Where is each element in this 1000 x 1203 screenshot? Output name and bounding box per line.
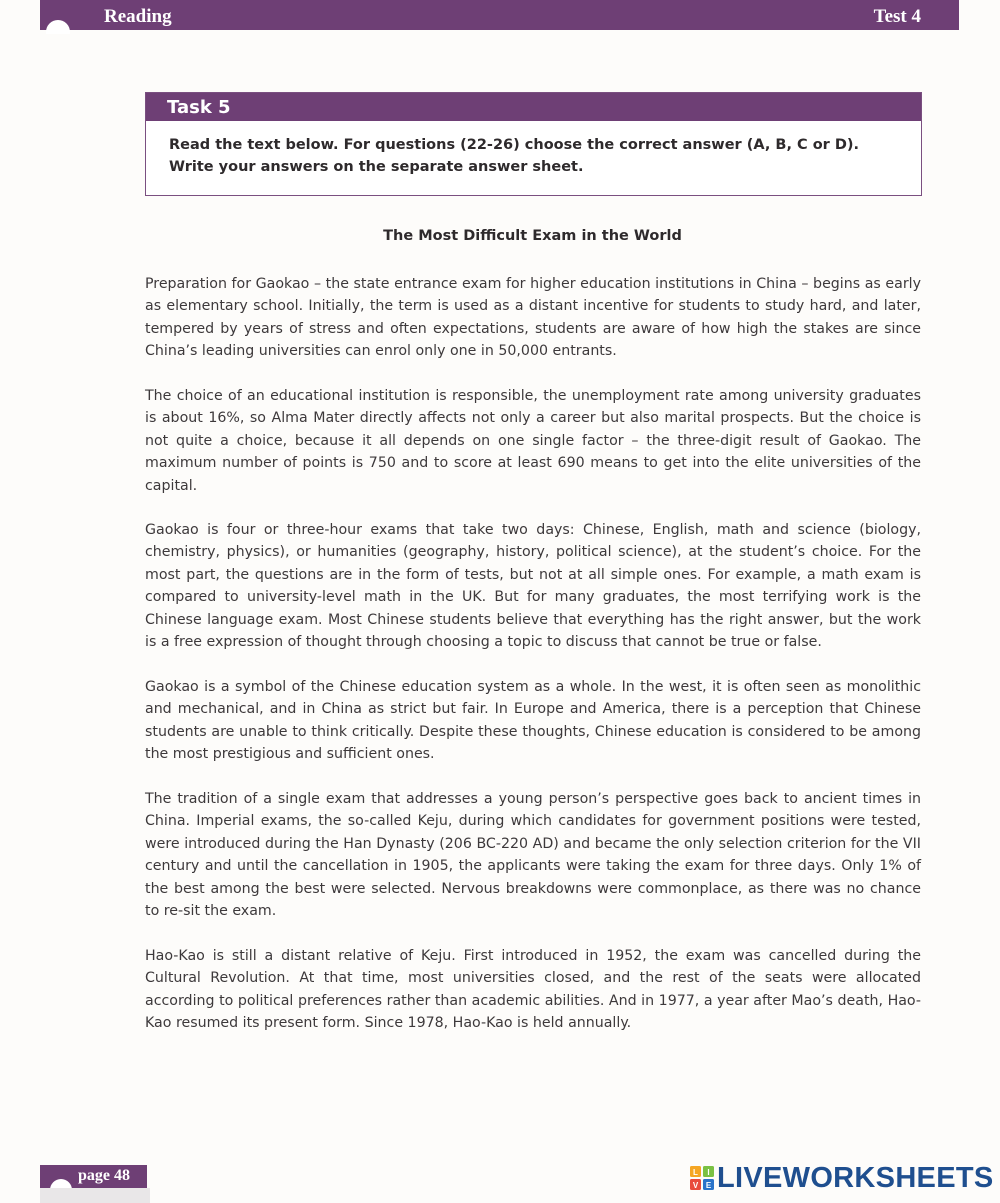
svg-text:L: L <box>693 1168 698 1177</box>
test-label: Test 4 <box>873 6 921 27</box>
task-title: Task 5 <box>146 93 921 121</box>
article-paragraph-4: Gaokao is a symbol of the Chinese education system as a whole. In the west, it is often seen as monolithic and mechanical, and in China as strict but fair. In Europe and America, there is a perception that Chinese students are unable to think critically. Despite these thoughts, Chinese education is considered to be among the most prestigious and sufficient ones. <box>145 679 921 763</box>
page-number: page 48 <box>78 1167 130 1184</box>
article-paragraph-1: Preparation for Gaokao – the state entrance exam for higher education institutions in China – begins as early as elementary school. Initially, the term is used as a distant incentive for students to study hard, and later, tempered by years of stress and often expectations, students are aware of how high the stakes are since China’s leading universities can enrol only one in 50,000 entrants. <box>145 276 921 360</box>
liveworksheets-text: LIVEWORKSHEETS <box>717 1161 994 1194</box>
header-bar <box>40 0 959 30</box>
task-instructions: Read the text below. For questions (22-26) choose the correct answer (A, B, C or D). Write your answers on the separate answer sheet. <box>169 137 860 175</box>
article-paragraph-3: Gaokao is four or three-hour exams that take two days: Chinese, English, math and science (biology, chemistry, physics), or humanities (geography, history, political science), at the student’s choice. For the most part, the questions are in the form of tests, but not at all simple ones. For example, a math exam is compared to university-level math in the UK. But for many graduates, the most terrifying work is the Chinese language exam. Most Chinese students believe that everything has the right answer, but the work is a free expression of thought through choosing a topic to discuss that cannot be true or false. <box>145 522 921 651</box>
article-title: The Most Difficult Exam in the World <box>383 228 682 244</box>
svg-text:I: I <box>707 1168 710 1177</box>
svg-text:V: V <box>692 1181 699 1190</box>
liveworksheets-logo-icon <box>690 1166 714 1190</box>
article-paragraph-6: Hao-Kao is still a distant relative of Keju. First introduced in 1952, the exam was cancelled during the Cultural Revolution. At that time, most universities closed, and the rest of the seats were allocated according to political preferences rather than academic abilities. And in 1977, a year after Mao’s death, Hao-Kao resumed its present form. Since 1978, Hao-Kao is held annually. <box>145 948 921 1032</box>
article-paragraph-2: The choice of an educational institution is responsible, the unemployment rate among university graduates is about 16%, so Alma Mater directly affects not only a career but also marital prospects. But the choice is not quite a choice, because it all depends on one single factor – the three-digit result of Gaokao. The maximum number of points is 750 and to score at least 690 means to get into the elite universities of the capital. <box>145 388 921 494</box>
section-label: Reading <box>104 6 172 27</box>
liveworksheets-watermark <box>690 1160 994 1196</box>
article-paragraph-5: The tradition of a single exam that addresses a young person’s perspective goes back to ancient times in China. Imperial exams, the so-called Keju, during which candidates for government positions were tested, were introduced during the Han Dynasty (206 BC-220 AD) and became the only selection criterion for the VII century and until the cancellation in 1905, the applicants were taking the exam for three days. Only 1% of the best among the best were selected. Nervous breakdowns were commonplace, as there was no chance to re-sit the exam. <box>145 791 921 920</box>
page-number-tab <box>40 1165 147 1188</box>
header-tab-notch <box>46 20 70 34</box>
footer-strip <box>40 1188 150 1203</box>
task-box <box>145 92 922 196</box>
svg-text:E: E <box>705 1181 712 1190</box>
